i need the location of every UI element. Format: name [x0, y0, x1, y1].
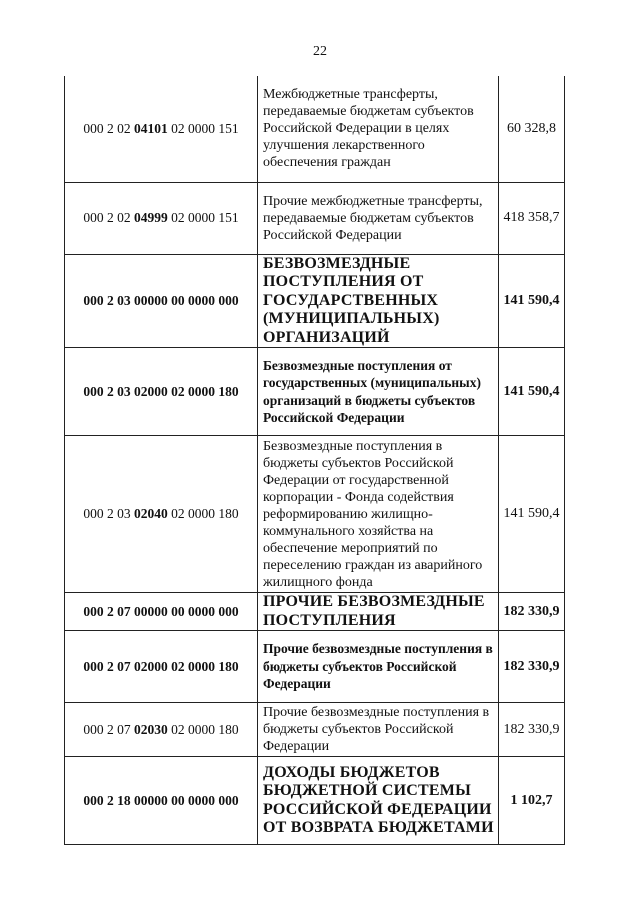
budget-code: 000 2 07 00000 00 0000 000 [65, 593, 258, 631]
revenue-name: ДОХОДЫ БЮДЖЕТОВ БЮДЖЕТНОЙ СИСТЕМЫ РОССИЙСКОЙ ФЕДЕРАЦИИ ОТ ВОЗВРАТА БЮДЖЕТАМИ [258, 757, 499, 845]
revenue-name: Межбюджетные трансферты, передаваемые бюджетам субъектов Российской Федерации в целях улучшения лекарственного обеспечения граждан [258, 76, 499, 182]
revenue-name: Безвозмездные поступления от государственных (муниципальных) организаций в бюджеты субъектов Российской Федерации [258, 348, 499, 436]
revenue-amount: 182 330,9 [499, 703, 565, 757]
table-row [65, 254, 565, 348]
revenue-amount: 182 330,9 [499, 593, 565, 631]
revenue-amount: 182 330,9 [499, 631, 565, 703]
table-row [65, 703, 565, 757]
table-row [65, 76, 565, 182]
table-row [65, 182, 565, 254]
budget-code: 000 2 07 02000 02 0000 180 [65, 631, 258, 703]
budget-code: 000 2 18 00000 00 0000 000 [65, 757, 258, 845]
revenue-name: Прочие безвозмездные поступления в бюджеты субъектов Российской Федерации [258, 631, 499, 703]
budget-code: 000 2 03 02040 02 0000 180 [65, 436, 258, 593]
revenue-amount: 141 590,4 [499, 436, 565, 593]
page-number: 22 [313, 44, 327, 59]
table-row [65, 757, 565, 845]
table-row [65, 593, 565, 631]
revenue-table [64, 76, 565, 845]
revenue-amount: 141 590,4 [499, 348, 565, 436]
budget-code: 000 2 03 02000 02 0000 180 [65, 348, 258, 436]
revenue-name: Безвозмездные поступления в бюджеты субъектов Российской Федерации от государственной корпорации - Фонда содействия реформированию жилищно-коммунального хозяйства на обеспечение мероприятий по переселению граждан из аварийного жилищного фонда [258, 436, 499, 593]
budget-code: 000 2 07 02030 02 0000 180 [65, 703, 258, 757]
revenue-name: Прочие безвозмездные поступления в бюджеты субъектов Российской Федерации [258, 703, 499, 757]
revenue-name: БЕЗВОЗМЕЗДНЫЕ ПОСТУПЛЕНИЯ ОТ ГОСУДАРСТВЕННЫХ (МУНИЦИПАЛЬНЫХ) ОРГАНИЗАЦИЙ [258, 254, 499, 348]
revenue-name: Прочие межбюджетные трансферты, передаваемые бюджетам субъектов Российской Федерации [258, 182, 499, 254]
revenue-amount: 418 358,7 [499, 182, 565, 254]
budget-code: 000 2 02 04999 02 0000 151 [65, 182, 258, 254]
revenue-name: ПРОЧИЕ БЕЗВОЗМЕЗДНЫЕ ПОСТУПЛЕНИЯ [258, 593, 499, 631]
revenue-amount: 141 590,4 [499, 254, 565, 348]
revenue-amount: 60 328,8 [499, 76, 565, 182]
table-row [65, 436, 565, 593]
table-row [65, 348, 565, 436]
budget-code: 000 2 03 00000 00 0000 000 [65, 254, 258, 348]
revenue-amount: 1 102,7 [499, 757, 565, 845]
budget-code: 000 2 02 04101 02 0000 151 [65, 76, 258, 182]
table-row [65, 631, 565, 703]
